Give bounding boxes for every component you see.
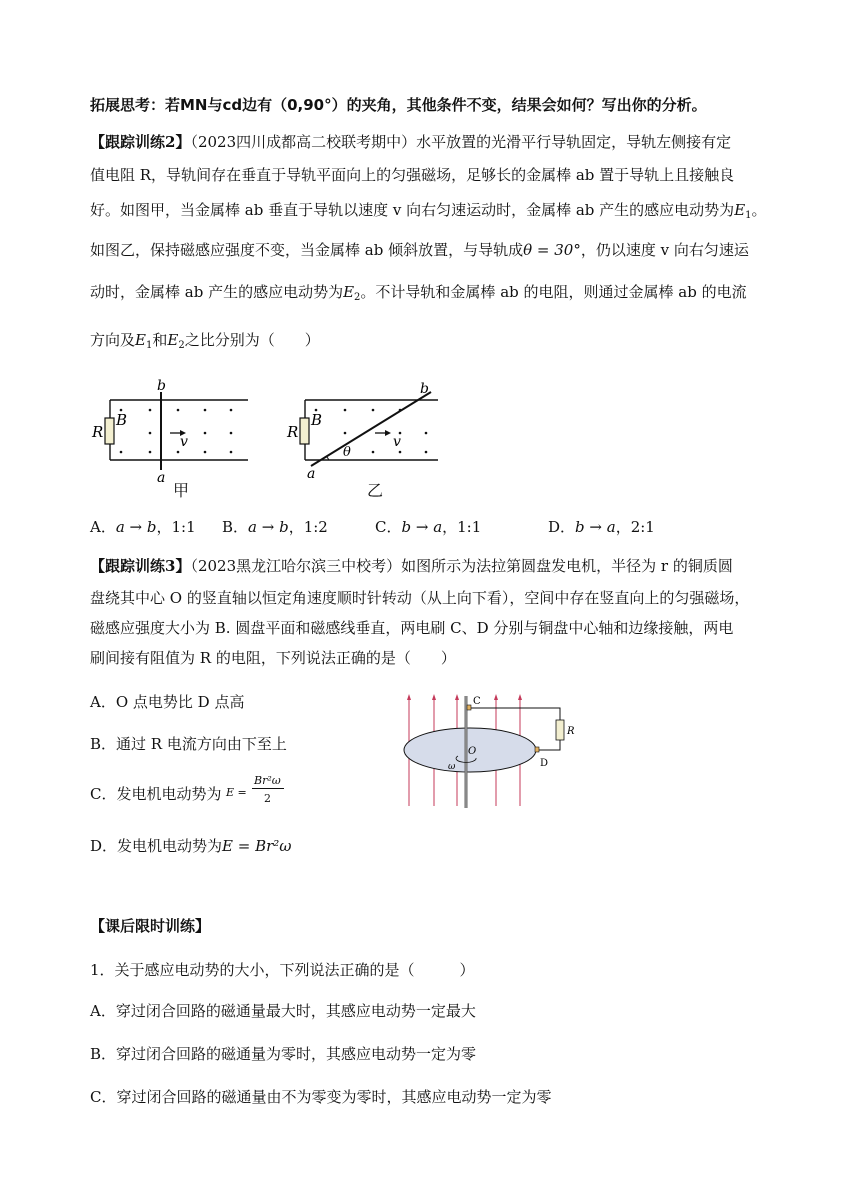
- resistor-symbol: [105, 418, 114, 444]
- caption-jia: 甲: [173, 481, 190, 500]
- homework-q1-option-c: C．穿过闭合回路的磁通量由不为零变为零时，其感应电动势一定为零: [90, 1088, 552, 1106]
- formula-numerator: Br²ω: [254, 774, 281, 787]
- q2-option-d: [548, 516, 655, 537]
- e1-ref-sub: 1: [145, 340, 153, 351]
- q2-line1: [90, 132, 731, 152]
- label-b: b: [157, 378, 166, 394]
- label-R: R: [567, 726, 575, 737]
- option-expr: b → a: [401, 518, 443, 536]
- homework-q1-option-b: B．穿过闭合回路的磁通量为零时，其感应电动势一定为零: [90, 1045, 477, 1063]
- q3-line4: 刷间接有阻值为 R 的电阻，下列说法正确的是（ ）: [90, 649, 456, 667]
- option-d-text: D．发电机电动势为: [90, 837, 223, 855]
- option-expr: a → b: [115, 518, 157, 536]
- homework-q1-stem: 1．关于感应电动势的大小，下列说法正确的是（ ）: [90, 961, 475, 979]
- brush-c: [467, 705, 471, 710]
- q3-title: 【跟踪训练3】: [90, 557, 191, 575]
- velocity-arrowhead: [385, 430, 391, 436]
- option-d-formula: E = Br²ω: [222, 837, 292, 855]
- q3-text1: 如图所示为法拉第圆盘发电机，半径为 r 的铜质圆: [401, 557, 733, 575]
- q3-option-b: B．通过 R 电流方向由下至上: [90, 735, 287, 753]
- q3-source: （2023黑龙江哈尔滨三中校考）: [190, 557, 402, 575]
- label-omega: ω: [448, 762, 456, 772]
- formula-lhs: E =: [226, 786, 247, 799]
- q2-option-c: [375, 516, 481, 537]
- q3-line2: 盘绕其中心 O 的竖直轴以恒定角速度顺时针转动（从上向下看），空间中存在竖直向上的匀强磁场，: [90, 589, 750, 607]
- label-C: C: [473, 696, 481, 707]
- label-v: v: [393, 434, 401, 450]
- e2-subscript: 2: [354, 292, 361, 303]
- label-O: O: [468, 746, 477, 757]
- extension-question: 拓展思考：若MN与cd边有（0,90°）的夹角，其他条件不变，结果会如何？写出你的分析。: [90, 96, 707, 114]
- option-ratio: ，1:2: [288, 518, 328, 536]
- e2-ref-sub: 2: [178, 340, 185, 351]
- option-letter: A．: [90, 518, 116, 536]
- q2-text4a: 如图乙，保持磁感应强度不变，当金属棒 ab 倾斜放置，与导轨成: [90, 241, 524, 259]
- homework-q1-option-a: A．穿过闭合回路的磁通量最大时，其感应电动势一定最大: [90, 1002, 476, 1020]
- option-letter: B．: [222, 518, 249, 536]
- q2-line2: 值电阻 R，导轨间存在垂直于导轨平面向上的匀强磁场，足够长的金属棒 ab 置于导轨上且接触良: [90, 166, 735, 184]
- option-expr: a → b: [248, 518, 289, 536]
- option-ratio: ，1:1: [442, 518, 482, 536]
- q2-text5a: 动时，金属棒 ab 产生的感应电动势为: [90, 283, 344, 301]
- field-dots: [315, 409, 428, 454]
- label-B: B: [116, 411, 128, 429]
- q2-text3: 好。如图甲，当金属棒 ab 垂直于导轨以速度 v 向右匀速运动时，金属棒 ab 产生的感应电动势为: [90, 201, 735, 219]
- resistor-r: [556, 720, 564, 740]
- brush-d: [535, 747, 539, 752]
- field-dots: [120, 409, 233, 454]
- q2-line4: [90, 240, 749, 260]
- q2-text4b: ，仍以速度 v 向右匀速运: [580, 241, 749, 259]
- option-letter: C．: [375, 518, 402, 536]
- label-v: v: [180, 434, 188, 450]
- q2-source: （2023四川成都高二校联考期中）: [190, 133, 417, 151]
- label-a: a: [157, 470, 166, 486]
- option-letter: D．: [548, 518, 576, 536]
- label-R: R: [92, 423, 104, 441]
- e1-ref: E: [135, 331, 146, 349]
- q3-option-c-text: C．发电机电动势为: [90, 785, 222, 803]
- label-b: b: [420, 381, 429, 397]
- faraday-disk-figure: [400, 688, 590, 810]
- option-expr: b → a: [575, 518, 616, 536]
- theta-expression: θ = 30°: [523, 241, 581, 259]
- q2-line6: [90, 330, 320, 356]
- q2-text6b: 之比分别为（ ）: [184, 331, 320, 349]
- label-R: R: [287, 423, 299, 441]
- e1-subscript: 1: [745, 210, 752, 221]
- q2-text6a: 方向及: [90, 331, 136, 349]
- q2-line3: [90, 200, 767, 226]
- q3-option-a: A．O 点电势比 D 点高: [90, 693, 245, 711]
- caption-yi: 乙: [367, 481, 384, 500]
- formula-denominator: 2: [264, 792, 271, 805]
- q2-option-b: [222, 516, 328, 537]
- q2-option-a: [90, 516, 196, 537]
- q2-text1: 水平放置的光滑平行导轨固定，导轨左侧接有定: [416, 133, 732, 151]
- option-ratio: ，1:1: [156, 518, 196, 536]
- resistor-symbol: [300, 418, 309, 444]
- q2-title: 【跟踪训练2】: [90, 133, 191, 151]
- label-a: a: [307, 466, 316, 482]
- option-ratio: ，2:1: [615, 518, 655, 536]
- q2-line5: [90, 282, 747, 308]
- q3-option-d: [90, 835, 292, 856]
- label-D: D: [540, 758, 549, 769]
- q3-line3: 磁感应强度大小为 B. 圆盘平面和磁感线垂直，两电刷 C、D 分别与铜盘中心轴和边缘接触，两电: [90, 619, 734, 637]
- homework-title: 【课后限时训练】: [90, 917, 211, 935]
- fraction-bar: [252, 788, 284, 789]
- q3-line1: [90, 556, 733, 576]
- label-theta: θ: [343, 445, 351, 460]
- label-B: B: [311, 411, 323, 429]
- e1-symbol: E: [734, 201, 746, 219]
- q2-and: 和: [152, 331, 168, 349]
- q2-text5b: 。不计导轨和金属棒 ab 的电阻，则通过金属棒 ab 的电流: [360, 283, 747, 301]
- q2-end3: 。: [751, 201, 767, 219]
- tilted-rod: [311, 392, 431, 466]
- e2-ref: E: [167, 331, 179, 349]
- e2-symbol: E: [343, 283, 355, 301]
